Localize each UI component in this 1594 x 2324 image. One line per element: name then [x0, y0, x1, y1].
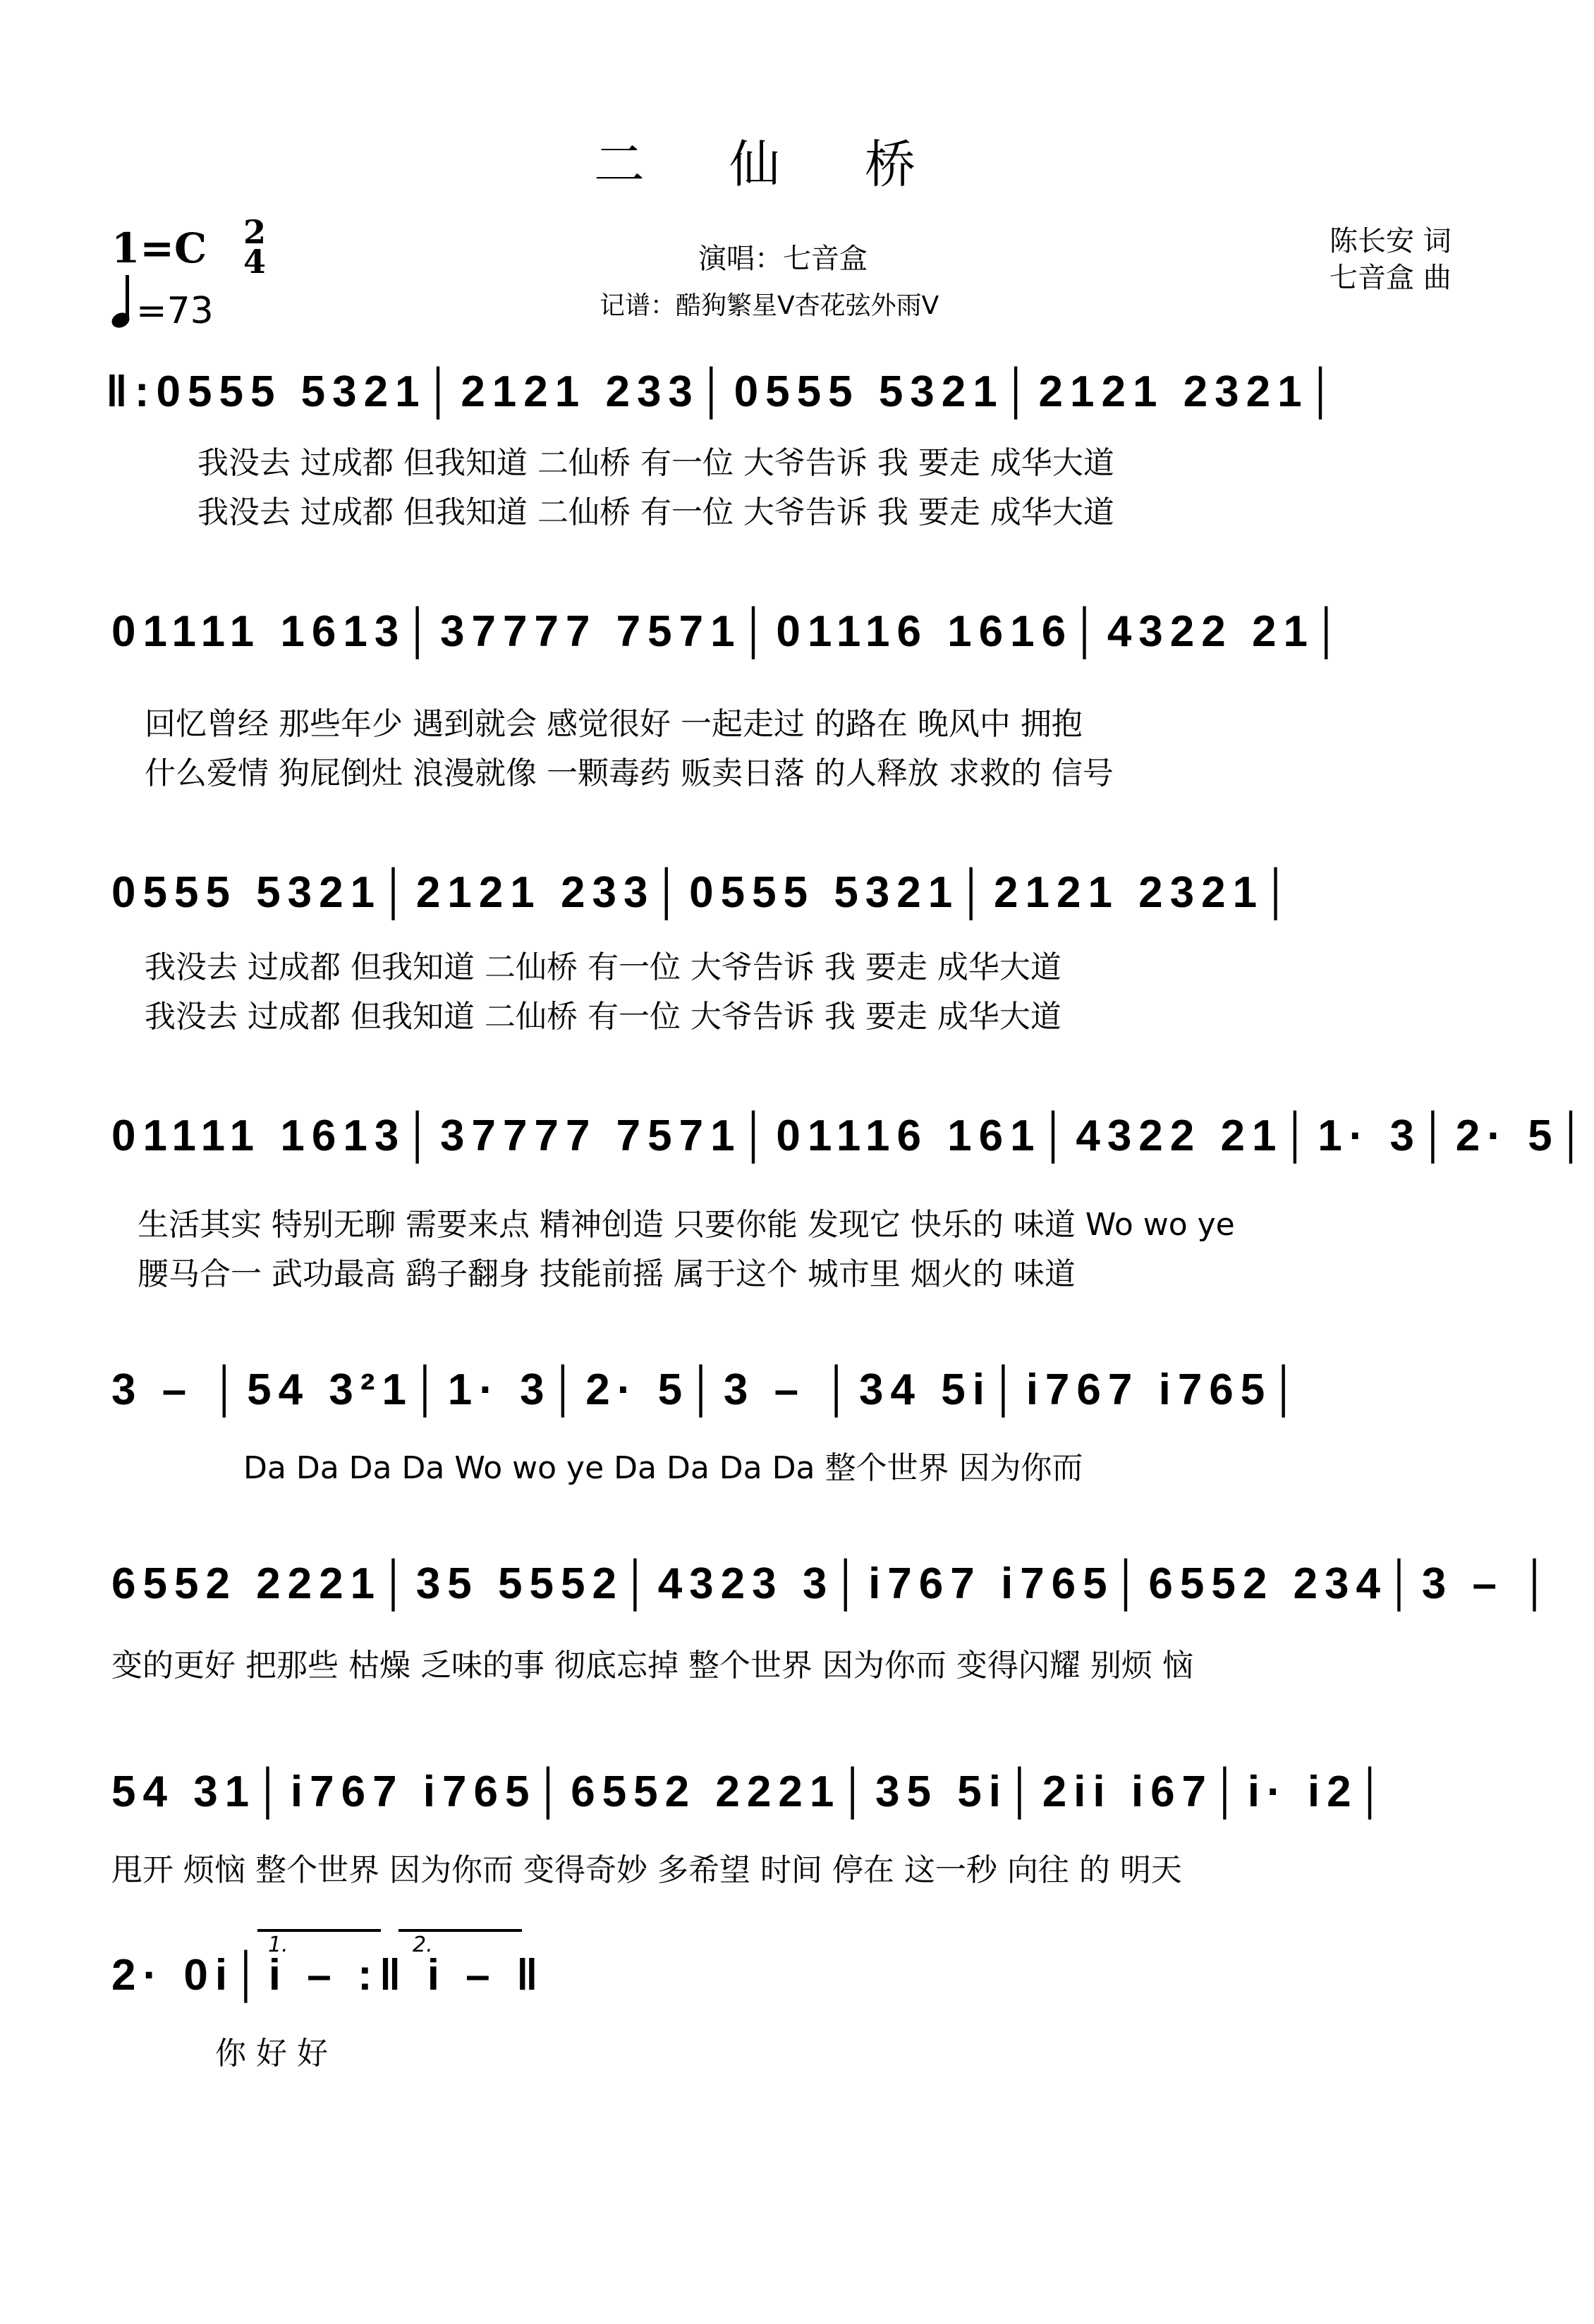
lyrics-line-1a: 我没去 过成都 但我知道 二仙桥 有一位 大爷告诉 我 要走 成华大道: [197, 445, 1114, 481]
volta-1-bracket: [257, 1929, 381, 1932]
notation-line-7: 54 31│i767 i765│6552 2221│35 5i│2ii i67│i· i2│: [111, 1768, 1393, 1816]
lyrics-line-1b: 我没去 过成都 但我知道 二仙桥 有一位 大爷告诉 我 要走 成华大道: [197, 494, 1114, 530]
notation-line-4: 01111 1613│37777 7571│01116 161│4322 21│1· 3│2· 5│: [111, 1112, 1594, 1160]
time-signature-top: 2: [243, 213, 267, 251]
volta-2-bracket: [399, 1929, 522, 1932]
singer-credit: 演唱：七音盒: [698, 243, 868, 275]
volta-2-label: 2.: [413, 1933, 433, 1957]
lyrics-line-6: 变的更好 把那些 枯燥 乏味的事 彻底忘掉 整个世界 因为你而 变得闪耀 别烦 恼: [111, 1648, 1193, 1684]
song-title: 二仙桥: [593, 135, 1000, 194]
lyrics-line-3a: 我没去 过成都 但我知道 二仙桥 有一位 大爷告诉 我 要走 成华大道: [145, 949, 1061, 985]
notation-line-8: 2· 0i│i – :‖ i – ‖: [111, 1951, 545, 2000]
lyrics-line-8: 你 好 好: [215, 2036, 328, 2071]
tempo-value: =73: [136, 290, 214, 332]
time-signature: [243, 213, 267, 281]
transcriber-credit: 记谱：酷狗繁星V杏花弦外雨V: [600, 291, 939, 320]
notation-line-1: ‖:0555 5321│2121 233│0555 5321│2121 2321│: [106, 367, 1344, 416]
lyricist-credit: 陈长安 词: [1330, 225, 1452, 257]
lyrics-line-4b: 腰马合一 武功最高 鹞子翻身 技能前摇 属于这个 城市里 烟火的 味道: [138, 1256, 1076, 1292]
lyrics-line-3b: 我没去 过成都 但我知道 二仙桥 有一位 大爷告诉 我 要走 成华大道: [145, 999, 1061, 1035]
lyrics-line-4a: 生活其实 特别无聊 需要来点 精神创造 只要你能 发现它 快乐的 味道 Wo wo ye: [138, 1207, 1235, 1243]
volta-1-label: 1.: [268, 1933, 288, 1957]
lyrics-line-7: 甩开 烦恼 整个世界 因为你而 变得奇妙 多希望 时间 停在 这一秒 向往 的 明天: [111, 1852, 1182, 1888]
key-signature: 1=C: [111, 224, 207, 272]
lyrics-line-2a: 回忆曾经 那些年少 遇到就会 感觉很好 一起走过 的路在 晚风中 拥抱: [145, 706, 1083, 742]
lyrics-line-2b: 什么爱情 狗屁倒灶 浪漫就像 一颗毒药 贩卖日落 的人释放 求救的 信号: [145, 755, 1114, 791]
composer-credit: 七音盒 曲: [1330, 262, 1452, 294]
notation-line-3: 0555 5321│2121 233│0555 5321│2121 2321│: [111, 868, 1298, 917]
notation-line-2: 01111 1613│37777 7571│01116 1616│4322 21│: [111, 607, 1349, 656]
tempo-marking: [111, 281, 214, 332]
quarter-note-stem: [126, 275, 129, 317]
notation-line-5: 3 – │54 3²1│1· 3│2· 5│3 – │34 5i│i767 i765│: [111, 1365, 1307, 1414]
time-signature-bottom: 4: [243, 243, 267, 281]
notation-line-6: 6552 2221│35 5552│4323 3│i767 i765│6552 234│3 – │: [111, 1559, 1557, 1608]
lyrics-line-5: Da Da Da Da Wo wo ye Da Da Da Da 整个世界 因为你而: [243, 1450, 1083, 1486]
